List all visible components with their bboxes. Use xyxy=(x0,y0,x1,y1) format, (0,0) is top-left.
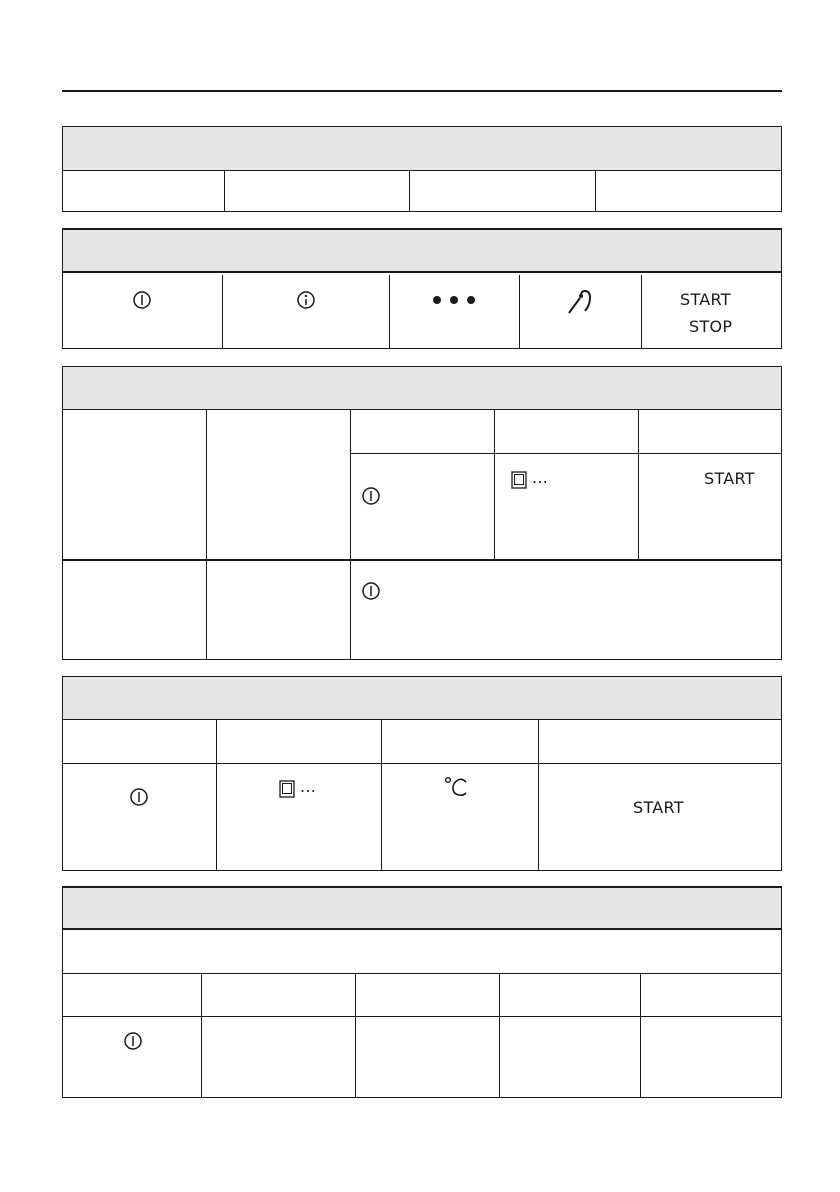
table-2 xyxy=(62,228,782,349)
table-2-cell-options xyxy=(389,275,519,348)
table-2-header xyxy=(63,230,781,273)
divider xyxy=(63,973,781,974)
oven-ellipsis: ... xyxy=(300,777,317,796)
celsius-icon xyxy=(444,776,470,798)
power-icon xyxy=(361,486,381,506)
table-3 xyxy=(62,366,782,660)
stop-label: STOP xyxy=(689,317,733,336)
divider xyxy=(201,973,202,1098)
table-4-header xyxy=(63,677,781,720)
info-icon xyxy=(296,290,316,310)
divider xyxy=(638,410,639,560)
power-icon xyxy=(123,1031,143,1051)
divider xyxy=(350,410,351,659)
table-2-cell-probe xyxy=(519,275,641,348)
table-1 xyxy=(62,126,782,212)
table-3-header xyxy=(63,367,781,410)
oven-window-icon xyxy=(279,780,295,798)
table-2-cell-info xyxy=(222,275,389,348)
meat-probe-icon xyxy=(566,287,596,315)
three-dots-icon xyxy=(432,295,476,305)
table-2-cell-start-stop xyxy=(641,275,781,348)
table-1-cell xyxy=(409,171,595,211)
power-icon xyxy=(132,290,152,310)
divider xyxy=(494,410,495,560)
divider xyxy=(63,559,781,561)
power-icon xyxy=(361,581,381,601)
table-1-cell xyxy=(63,171,224,211)
oven-window-icon xyxy=(511,471,527,489)
table-5 xyxy=(62,886,782,1098)
table-4 xyxy=(62,676,782,871)
start-label: START xyxy=(633,798,684,817)
start-label: START xyxy=(680,290,731,309)
divider xyxy=(381,720,382,870)
divider xyxy=(355,973,356,1098)
divider xyxy=(499,973,500,1098)
table-2-cell-power xyxy=(63,275,222,348)
divider xyxy=(640,973,641,1098)
table-1-cell xyxy=(595,171,781,211)
divider xyxy=(538,720,539,870)
divider xyxy=(206,410,207,659)
power-icon xyxy=(129,787,149,807)
oven-ellipsis: ... xyxy=(532,468,549,487)
divider xyxy=(350,453,781,454)
divider xyxy=(63,763,781,764)
divider xyxy=(216,720,217,870)
start-label: START xyxy=(704,469,755,488)
table-1-header xyxy=(63,127,781,171)
table-1-cell xyxy=(224,171,409,211)
top-rule xyxy=(62,90,782,92)
divider xyxy=(63,1016,781,1017)
table-5-header xyxy=(63,888,781,930)
